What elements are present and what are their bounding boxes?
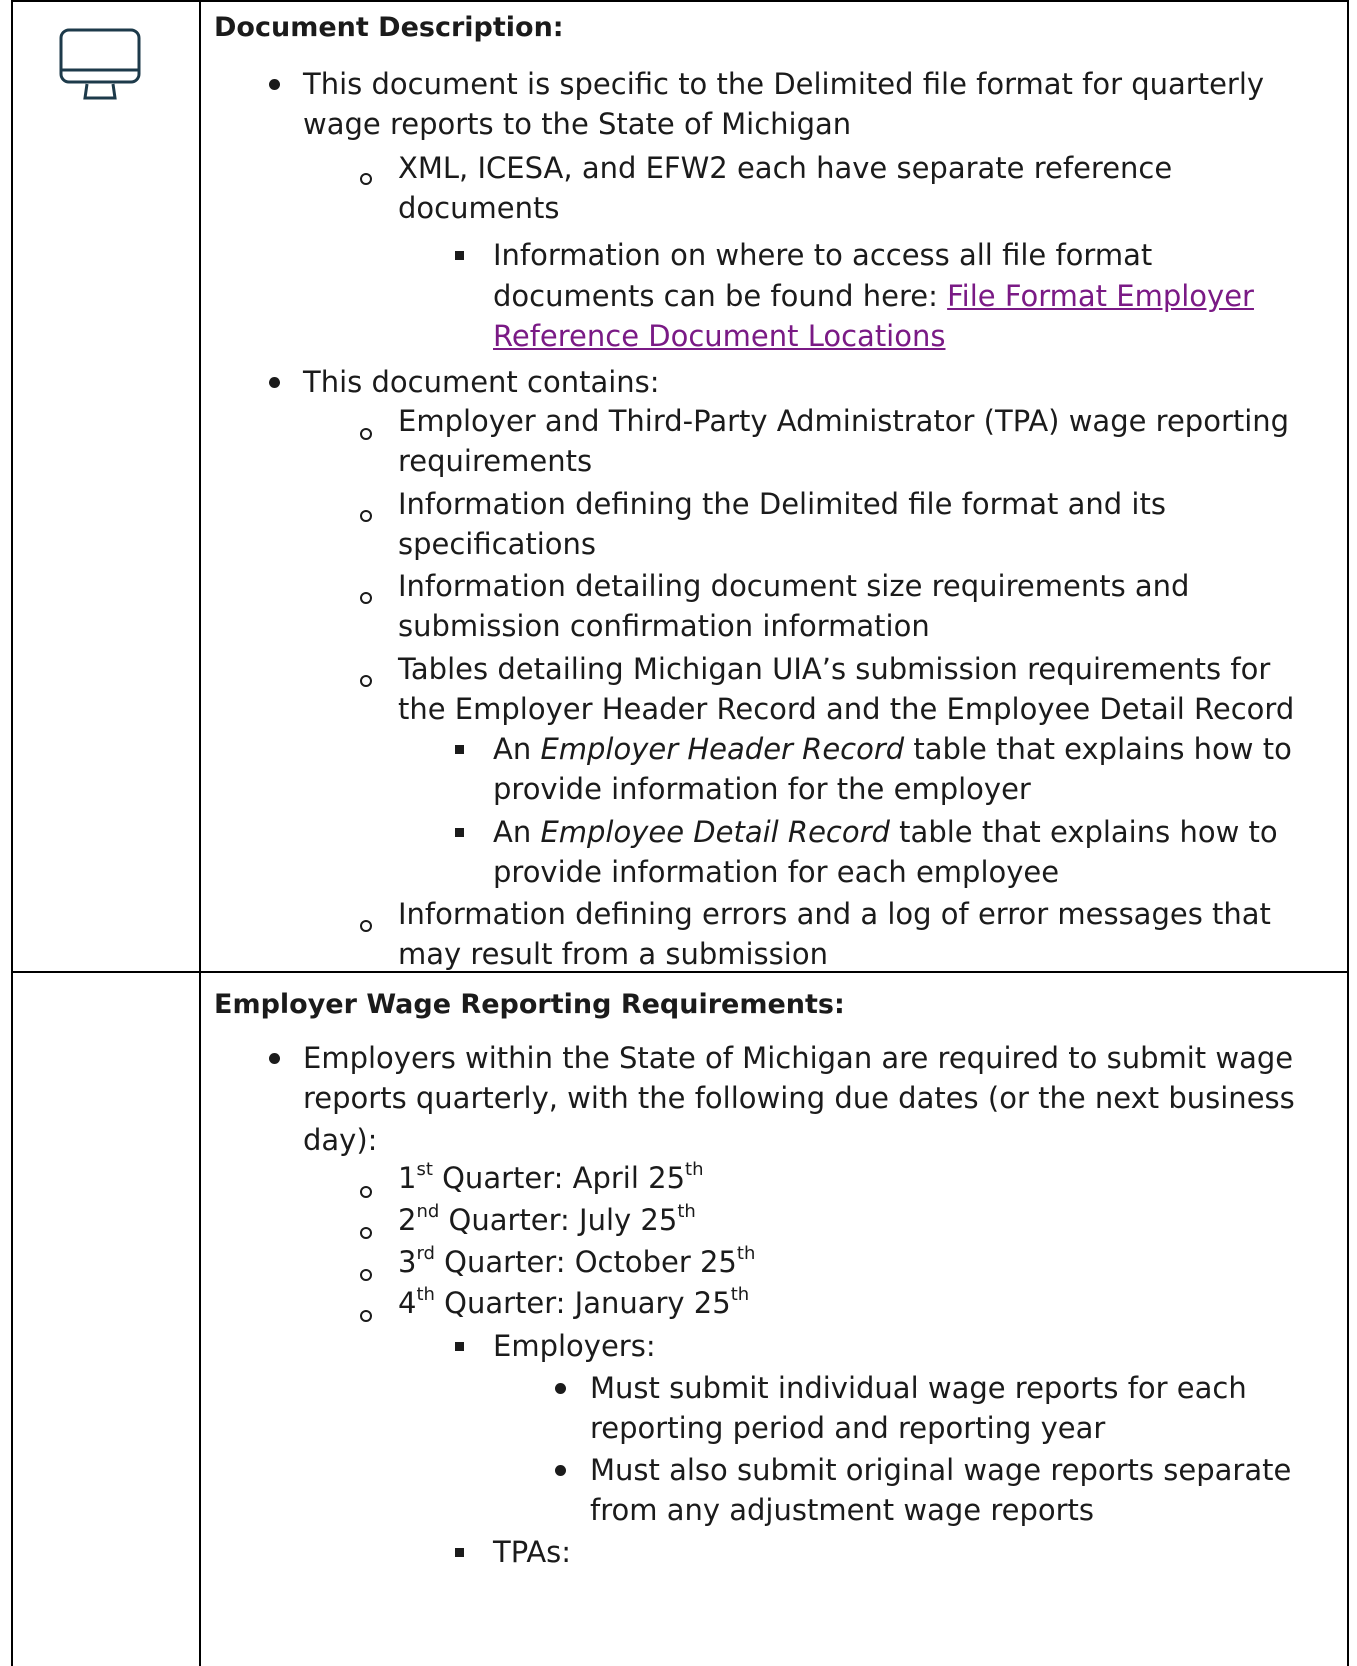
text-part: An xyxy=(493,815,541,849)
bullet-text: Must submit individual wage reports for each xyxy=(590,1371,1247,1405)
circle-bullet xyxy=(360,675,372,687)
ordinal: st xyxy=(416,1159,433,1181)
bullet-text: day): xyxy=(303,1123,378,1157)
bullet-text: specifications xyxy=(398,527,597,561)
bullet-text: submission confirmation information xyxy=(398,609,930,643)
square-bullet xyxy=(455,251,464,260)
quarter-num: 2 xyxy=(398,1203,417,1237)
bullet-text: from any adjustment wage reports xyxy=(590,1493,1095,1527)
bullet-text: reporting period and reporting year xyxy=(590,1411,1106,1445)
text-part: table that explains how to xyxy=(904,732,1292,766)
bullet-text: Information defining the Delimited file format and its xyxy=(398,487,1166,521)
quarter-item xyxy=(398,1158,704,1198)
bullet-text xyxy=(493,276,1254,316)
column-divider xyxy=(199,0,201,1666)
link-continuation xyxy=(493,316,945,356)
quarter-text: Quarter: April 25 xyxy=(432,1161,686,1195)
bullet-text: provide information for the employer xyxy=(493,772,1031,806)
bullet-text: the Employer Header Record and the Employee Detail Record xyxy=(398,692,1295,726)
bullet-text: Employer and Third-Party Administrator (TPA) wage reporting xyxy=(398,404,1290,438)
square-bullet xyxy=(455,1548,464,1557)
circle-bullet xyxy=(360,1269,372,1281)
quarter-item xyxy=(398,1242,755,1282)
bullet-text xyxy=(493,729,1292,769)
quarter-text: Quarter: October 25 xyxy=(434,1245,737,1279)
quarter-item xyxy=(398,1283,749,1323)
bullet-dot xyxy=(269,377,280,388)
circle-bullet xyxy=(360,428,372,440)
ordinal: th xyxy=(736,1243,756,1265)
quarter-item xyxy=(398,1200,696,1240)
bullet-text: documents xyxy=(398,191,560,225)
bullet-text: Employers within the State of Michigan are required to submit wage xyxy=(303,1041,1294,1075)
ordinal: rd xyxy=(416,1243,435,1265)
bullet-text: TPAs: xyxy=(493,1535,572,1569)
quarter-num: 4 xyxy=(398,1286,417,1320)
bullet-text: Information detailing document size requirements and xyxy=(398,569,1190,603)
quarter-num: 3 xyxy=(398,1245,417,1279)
text-part: An xyxy=(493,732,541,766)
bullet-text: Information on where to access all file format xyxy=(493,238,1153,272)
bullet-text xyxy=(493,812,1278,852)
bullet-text: XML, ICESA, and EFW2 each have separate reference xyxy=(398,151,1173,185)
section-heading: Document Description: xyxy=(214,12,564,43)
bullet-text: Employers: xyxy=(493,1329,656,1363)
bullet-dot xyxy=(269,1053,280,1064)
bullet-text: wage reports to the State of Michigan xyxy=(303,107,852,141)
ordinal: th xyxy=(416,1284,435,1306)
bullet-dot xyxy=(555,1383,566,1394)
quarter-text: Quarter: July 25 xyxy=(439,1203,678,1237)
circle-bullet xyxy=(360,1186,372,1198)
quarter-num: 1 xyxy=(398,1161,417,1195)
bullet-text: may result from a submission xyxy=(398,937,828,971)
ordinal: th xyxy=(685,1159,704,1181)
table-top-border xyxy=(11,0,1349,2)
ordinal: th xyxy=(677,1201,696,1223)
square-bullet xyxy=(455,745,464,754)
file-format-link-cont[interactable]: Reference Document Locations xyxy=(493,319,946,353)
circle-bullet xyxy=(360,920,372,932)
circle-bullet xyxy=(360,173,372,185)
quarter-text: Quarter: January 25 xyxy=(434,1286,731,1320)
section-heading: Employer Wage Reporting Requirements: xyxy=(214,989,845,1020)
circle-bullet xyxy=(360,1227,372,1239)
bullet-dot xyxy=(555,1465,566,1476)
section-document-description xyxy=(214,8,1345,48)
square-bullet xyxy=(455,828,464,837)
circle-bullet xyxy=(360,592,372,604)
bullet-text-part: documents can be found here: xyxy=(493,279,948,313)
file-format-link[interactable]: File Format Employer xyxy=(947,279,1254,313)
ordinal: nd xyxy=(416,1201,440,1223)
text-part: table that explains how to xyxy=(889,815,1278,849)
bullet-text: reports quarterly, with the following due dates (or the next business xyxy=(303,1081,1295,1115)
bullet-text: Must also submit original wage reports separate xyxy=(590,1453,1292,1487)
bullet-text: provide information for each employee xyxy=(493,855,1060,889)
bullet-dot xyxy=(269,79,280,90)
section-employer-wage-reporting xyxy=(214,985,1345,1025)
bullet-text: This document contains: xyxy=(303,365,660,399)
circle-bullet xyxy=(360,1310,372,1322)
square-bullet xyxy=(455,1342,464,1351)
bullet-text: requirements xyxy=(398,444,593,478)
emphasis: Employee Detail Record xyxy=(540,815,890,849)
ordinal: th xyxy=(730,1284,750,1306)
monitor-icon xyxy=(59,28,141,100)
bullet-text: Information defining errors and a log of error messages that xyxy=(398,897,1271,931)
bullet-text: This document is specific to the Delimited file format for quarterly xyxy=(303,67,1265,101)
bullet-text: Tables detailing Michigan UIA’s submission requirements for xyxy=(398,652,1271,686)
circle-bullet xyxy=(360,510,372,522)
emphasis: Employer Header Record xyxy=(540,732,905,766)
